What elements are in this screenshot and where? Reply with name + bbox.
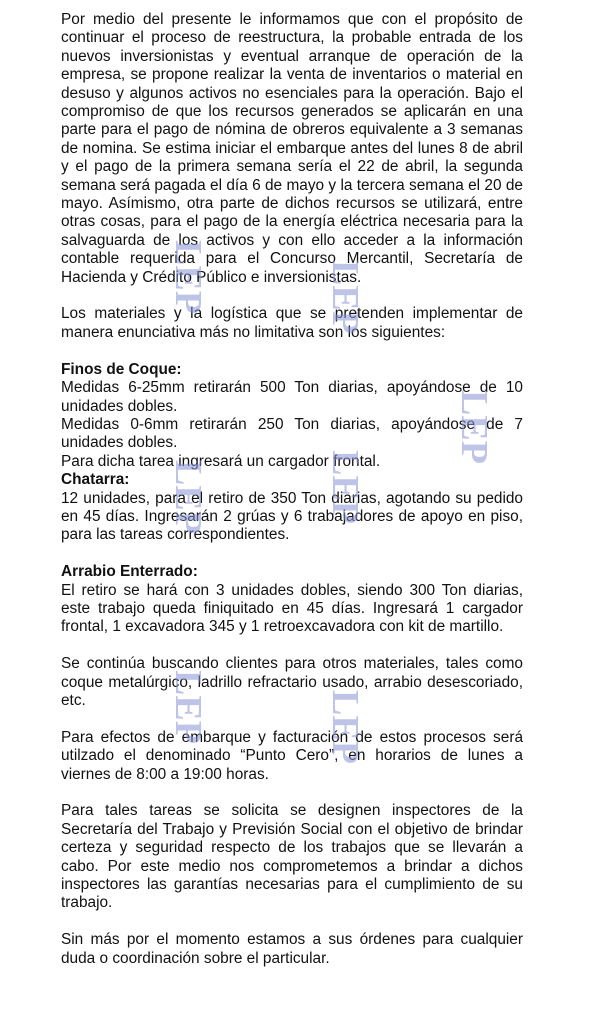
clientes-paragraph: Se continúa buscando clientes para otros materiales, tales como coque metalúrgico, ladrillo refractario usado, arrabio desescoriado, etc.: [61, 655, 523, 709]
svg-text:LEP: LEP: [167, 460, 209, 534]
intro-paragraph: Por medio del presente le informamos que con el propósito de continuar el proceso de reestructura, la probable entrada de los nuevos inversionistas y eventual arranque de operación de la empresa, se propone realizar la venta de inventarios o material en desuso y algunos activos no esenciales para la operación. Bajo el compromiso de que los recursos generados se aplicarán en una parte para el pago de nómina de obreros equivalente a 3 semanas de nomina. Se estima iniciar el embarque antes del lunes 8 de abril y el pago de la primera semana sería el 22 de abril, la segunda semana será pagada el día 6 de mayo y la tercera semana el 20 de mayo. Asímismo, otra parte de dichos recursos se utilizará, entre otras cosas, para el pago de la energía eléctrica necesaria para la salvaguarda de los activos y con ello acceder a la información contable requerida para el Concurso Mercantil, Secretaría de Hacienda y Crédito Público e inversionistas.: [61, 11, 523, 286]
finos-line-3: Para dicha tarea ingresará un cargador frontal.: [61, 452, 381, 470]
spacer: [61, 342, 523, 360]
spacer: [61, 784, 523, 802]
svg-text:LEP: LEP: [453, 390, 495, 464]
arrabio-paragraph: El retiro se hará con 3 unidades dobles, siendo 300 Ton diarias, este trabajo queda finiquitado en 45 días. Ingresará 1 cargador frontal, 1 excavadora 345 y 1 retroexcavadora con kit de martillo.: [61, 581, 523, 636]
svg-text:LEP: LEP: [167, 240, 209, 314]
spacer: [61, 913, 523, 931]
spacer: [61, 637, 523, 655]
svg-text:LEP: LEP: [324, 260, 366, 334]
spacer: [61, 545, 523, 563]
svg-text:LEP: LEP: [324, 690, 366, 764]
spacer: [61, 710, 523, 728]
arrabio-heading: Arrabio Enterrado:: [61, 563, 198, 581]
closing-paragraph: Sin más por el momento estamos a sus órdenes para cualquier duda o coordinación sobre el particular.: [61, 931, 523, 967]
document-body: [61, 11, 523, 968]
finos-line-1: Medidas 6-25mm retirarán 500 Ton diarias, apoyándose de 10 unidades dobles.: [61, 379, 523, 415]
finos-heading: Finos de Coque:: [61, 360, 182, 378]
chatarra-paragraph: 12 unidades, para el retiro de 350 Ton diarias, agotando su pedido en 45 días. Ingresarán 2 grúas y 6 trabajadores de apoyo en piso, para las tareas correspondientes.: [61, 489, 523, 544]
spacer: [61, 287, 523, 305]
finos-line-2: Medidas 0-6mm retirarán 250 Ton diarias, apoyándose de 7 unidades dobles.: [61, 415, 523, 452]
inspectores-paragraph: Para tales tareas se solicita se designen inspectores de la Secretaría del Trabajo y Previsión Social con el objetivo de brindar certeza y seguridad respecto de los trabajos que se llevarán a cabo. Por este medio nos comprometemos a brindar a dichos inspectores las garantías necesarias para el cumplimiento de su trabajo.: [61, 802, 523, 912]
svg-text:LEP: LEP: [167, 670, 209, 744]
materials-intro-paragraph: Los materiales y la logística que se pretenden implementar de manera enunciativa más no limitativa son los siguientes:: [61, 305, 523, 341]
embarque-paragraph: Para efectos de embarque y facturación de estos procesos será utilzado el denominado “Punto Cero”, en horarios de lunes a viernes de 8:00 a 19:00 horas.: [61, 728, 523, 783]
chatarra-heading: Chatarra:: [61, 471, 130, 489]
svg-text:LEP: LEP: [324, 450, 366, 524]
